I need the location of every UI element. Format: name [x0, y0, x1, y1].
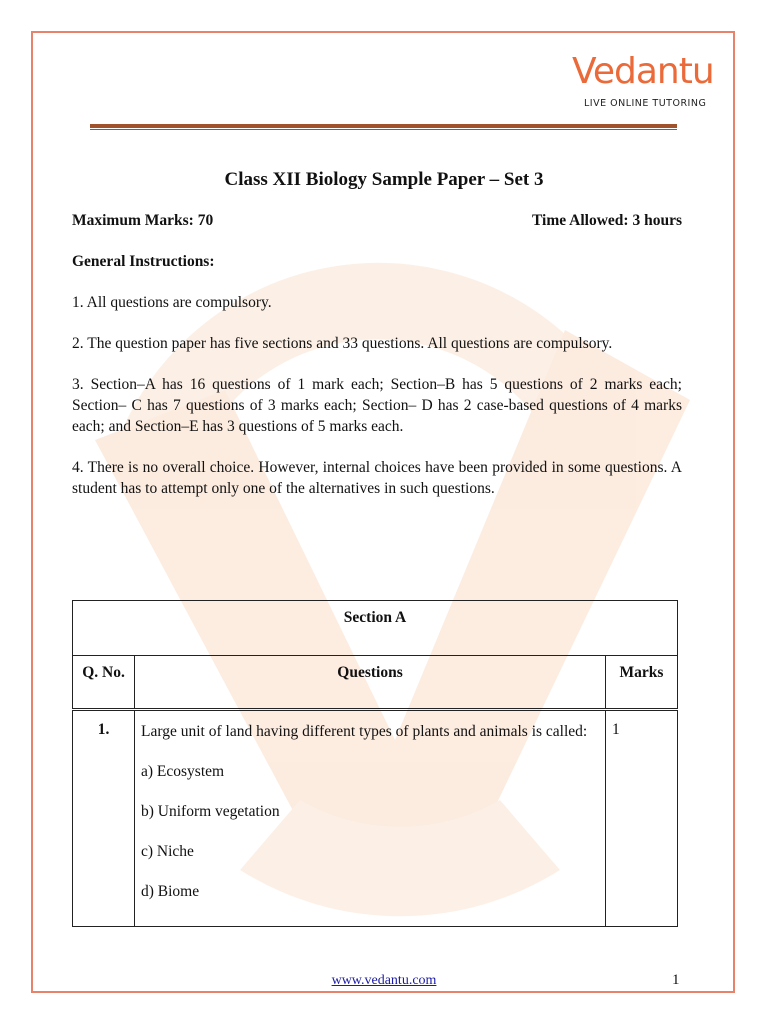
header-rule-thin — [90, 129, 677, 130]
question-cell — [135, 710, 606, 927]
section-header: Section A — [73, 601, 678, 656]
option-d: d) Biome — [141, 883, 200, 900]
question-marks: 1 — [606, 710, 678, 927]
table-row — [73, 710, 678, 927]
page-title: Class XII Biology Sample Paper – Set 3 — [224, 169, 544, 190]
column-header-marks: Marks — [606, 656, 678, 710]
instruction-item: 1. All questions are compulsory. — [72, 294, 272, 311]
logo-tagline: LIVE ONLINE TUTORING — [584, 98, 707, 109]
questions-table — [72, 600, 678, 927]
time-allowed: Time Allowed: 3 hours — [532, 212, 682, 229]
header-rule — [90, 124, 677, 128]
option-a: a) Ecosystem — [141, 763, 225, 780]
option-c: c) Niche — [141, 843, 194, 860]
instruction-item: 2. The question paper has five sections and 33 questions. All questions are compulsory. — [72, 335, 613, 352]
option-b: b) Uniform vegetation — [141, 803, 280, 820]
column-header-questions: Questions — [135, 656, 606, 710]
question-number: 1. — [73, 710, 135, 927]
vedantu-logo — [572, 50, 714, 116]
column-header-qno: Q. No. — [73, 656, 135, 710]
instruction-item: 3. Section–A has 16 questions of 1 mark each; Section–B has 5 questions of 2 marks each; Section– C has 7 questions of 3 marks each; Section– D has 2 case-based questions of 4 marks each; and Section–E has 3 questions of 5 marks each. — [72, 376, 682, 435]
page-number: 1 — [672, 972, 680, 988]
footer-website-link[interactable]: www.vedantu.com — [331, 973, 437, 988]
instructions-heading: General Instructions: — [72, 253, 215, 270]
question-text: Large unit of land having different types of plants and animals is called: — [141, 723, 588, 740]
maximum-marks: Maximum Marks: 70 — [72, 212, 214, 229]
instruction-item: 4. There is no overall choice. However, internal choices have been provided in some questions. A student has to attempt only one of the alternatives in such questions. — [72, 459, 682, 497]
logo-wordmark: Vedantu — [572, 51, 714, 92]
